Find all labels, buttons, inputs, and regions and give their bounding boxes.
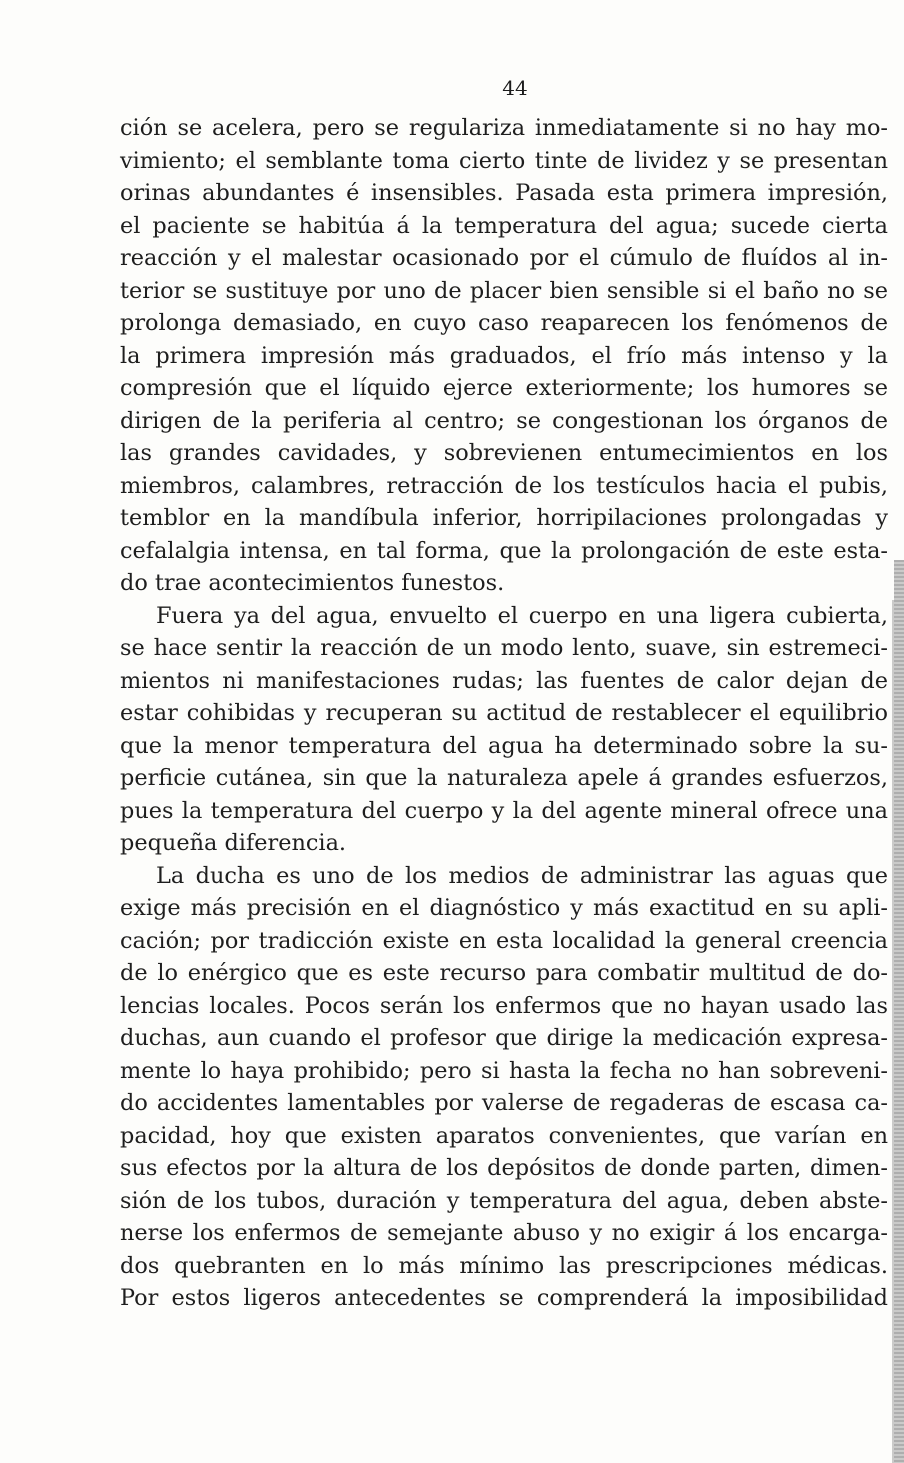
text-line: duchas, aun cuando el profesor que dirige la medicación expresa- [120, 1025, 888, 1051]
text-line: las grandes cavidades, y sobrevienen entumecimientos en los [120, 440, 888, 466]
text-line: dirigen de la periferia al centro; se congestionan los órganos de [120, 407, 888, 434]
body-text [120, 112, 888, 1315]
text-line: do accidentes lamentables por valerse de regaderas de escasa ca- [120, 1090, 888, 1116]
text-line: Por estos ligeros antecedentes se comprenderá la imposibilidad [120, 1285, 888, 1311]
text-line: miembros, calambres, retracción de los testículos hacia el pubis, [120, 472, 888, 499]
text-line: terior se sustituye por uno de placer bien sensible si el baño no se [120, 277, 888, 304]
text-line: cefalalgia intensa, en tal forma, que la prolongación de este esta- [120, 537, 888, 564]
binding-edge [894, 560, 904, 1463]
text-line: mente lo haya prohibido; pero si hasta la fecha no han sobreveni- [120, 1057, 888, 1084]
text-line: pequeña diferencia. [120, 830, 347, 856]
text-line: reacción y el malestar ocasionado por el cúmulo de fluídos al in- [120, 245, 888, 271]
text-line: ción se acelera, pero se regulariza inmediatamente si no hay mo- [120, 115, 888, 141]
binding-edge-shadow [892, 600, 894, 1463]
text-line: do trae acontecimientos funestos. [120, 570, 505, 596]
text-line: lencias locales. Pocos serán los enfermos que no hayan usado las [120, 992, 888, 1019]
text-line: que la menor temperatura del agua ha determinado sobre la su- [120, 732, 888, 759]
text-line: la primera impresión más graduados, el frío más intenso y la [120, 342, 888, 369]
text-line: mientos ni manifestaciones rudas; las fuentes de calor dejan de [120, 667, 888, 694]
text-line: sión de los tubos, duración y temperatura del agua, deben abste- [120, 1187, 888, 1214]
text-line: dos quebranten en lo más mínimo las prescripciones médicas. [120, 1252, 888, 1279]
text-line: Fuera ya del agua, envuelto el cuerpo en una ligera cubierta, [156, 602, 888, 629]
text-line: exige más precisión en el diagnóstico y más exactitud en su apli- [120, 895, 888, 921]
text-line: estar cohibidas y recuperan su actitud de restablecer el equilibrio [120, 700, 888, 726]
text-line: orinas abundantes é insensibles. Pasada esta primera impresión, [120, 180, 888, 206]
page-number: 44 [502, 76, 528, 100]
text-line: temblor en la mandíbula inferior, horripilaciones prolongadas y [120, 505, 888, 531]
text-line: pues la temperatura del cuerpo y la del agente mineral ofrece una [120, 797, 888, 824]
text-line: compresión que el líquido ejerce exteriormente; los humores se [120, 375, 888, 401]
text-line: cación; por tradicción existe en esta localidad la general creencia [120, 927, 888, 954]
text-line: pacidad, hoy que existen aparatos convenientes, que varían en [120, 1122, 888, 1149]
text-line: sus efectos por la altura de los depósitos de donde parten, dimen- [120, 1155, 888, 1181]
text-line: perficie cutánea, sin que la naturaleza apele á grandes esfuerzos, [120, 765, 888, 791]
text-line: La ducha es uno de los medios de administrar las aguas que [156, 862, 888, 889]
text-line: se hace sentir la reacción de un modo lento, suave, sin estremeci- [120, 635, 888, 661]
text-line: prolonga demasiado, en cuyo caso reaparecen los fenómenos de [120, 310, 888, 336]
text-line: nerse los enfermos de semejante abuso y no exigir á los encarga- [120, 1220, 888, 1246]
text-line: vimiento; el semblante toma cierto tinte de lividez y se presentan [120, 147, 888, 174]
text-line: de lo enérgico que es este recurso para combatir multitud de do- [120, 960, 888, 986]
text-line: el paciente se habitúa á la temperatura del agua; sucede cierta [120, 212, 888, 239]
